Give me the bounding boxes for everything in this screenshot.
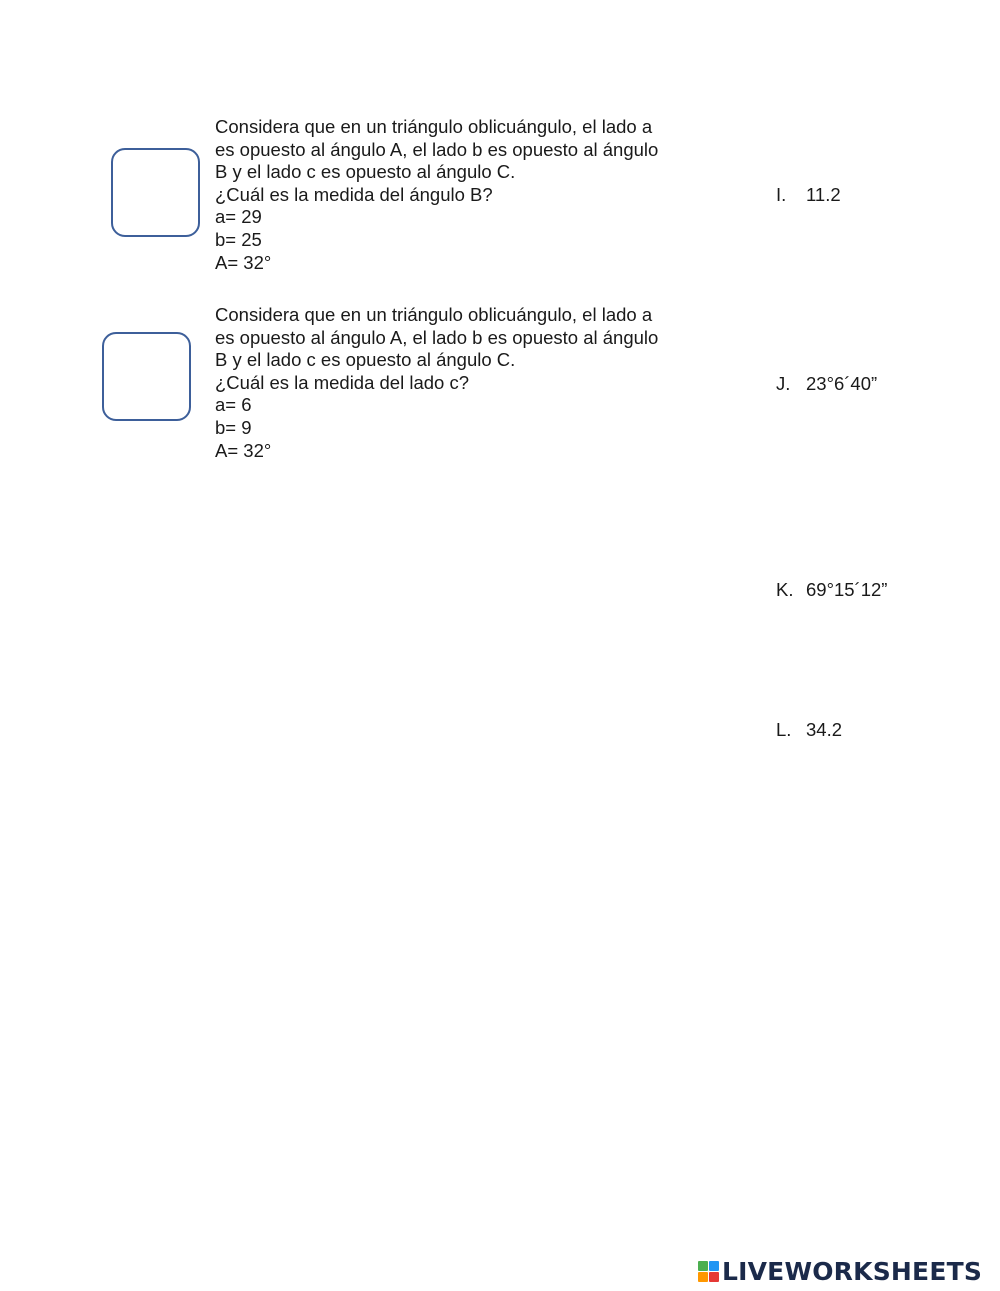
answer-box-1[interactable] [111,148,200,237]
option-letter: K. [776,579,794,600]
option-letter: I. [776,184,787,205]
question-line: B y el lado c es opuesto al ángulo C. [215,161,516,183]
option-j [776,373,877,395]
given-value: b= 25 [215,228,262,250]
question-1 [215,116,715,274]
logo-text: LIVEWORKSHEETS [722,1256,983,1286]
liveworksheets-logo [698,1256,982,1286]
option-value: 11.2 [806,184,841,205]
question-line: Considera que en un triángulo oblicuángulo, el lado a [215,116,653,137]
question-line: Considera que en un triángulo oblicuángulo, el lado a [215,304,653,325]
given-value: A= 32° [215,439,272,461]
option-letter: L. [776,719,792,740]
option-l [776,719,842,741]
given-value: a= 29 [215,206,262,228]
question-prompt: ¿Cuál es la medida del lado c? [215,371,470,393]
option-value: 23°6´40” [806,373,878,394]
option-value: 69°15´12” [806,579,888,600]
given-value: A= 32° [215,251,272,273]
question-line: es opuesto al ángulo A, el lado b es opuesto al ángulo [215,326,659,348]
question-2 [215,304,715,462]
given-value: b= 9 [215,416,252,438]
answer-box-2[interactable] [102,332,191,421]
given-value: a= 6 [215,394,252,416]
option-value: 34.2 [806,719,843,740]
question-line: es opuesto al ángulo A, el lado b es opuesto al ángulo [215,138,659,160]
question-line: B y el lado c es opuesto al ángulo C. [215,349,516,371]
option-letter: J. [776,373,791,394]
option-k [776,579,887,601]
option-i [776,184,841,206]
liveworksheets-logo-icon [698,1261,719,1282]
question-prompt: ¿Cuál es la medida del ángulo B? [215,183,493,205]
